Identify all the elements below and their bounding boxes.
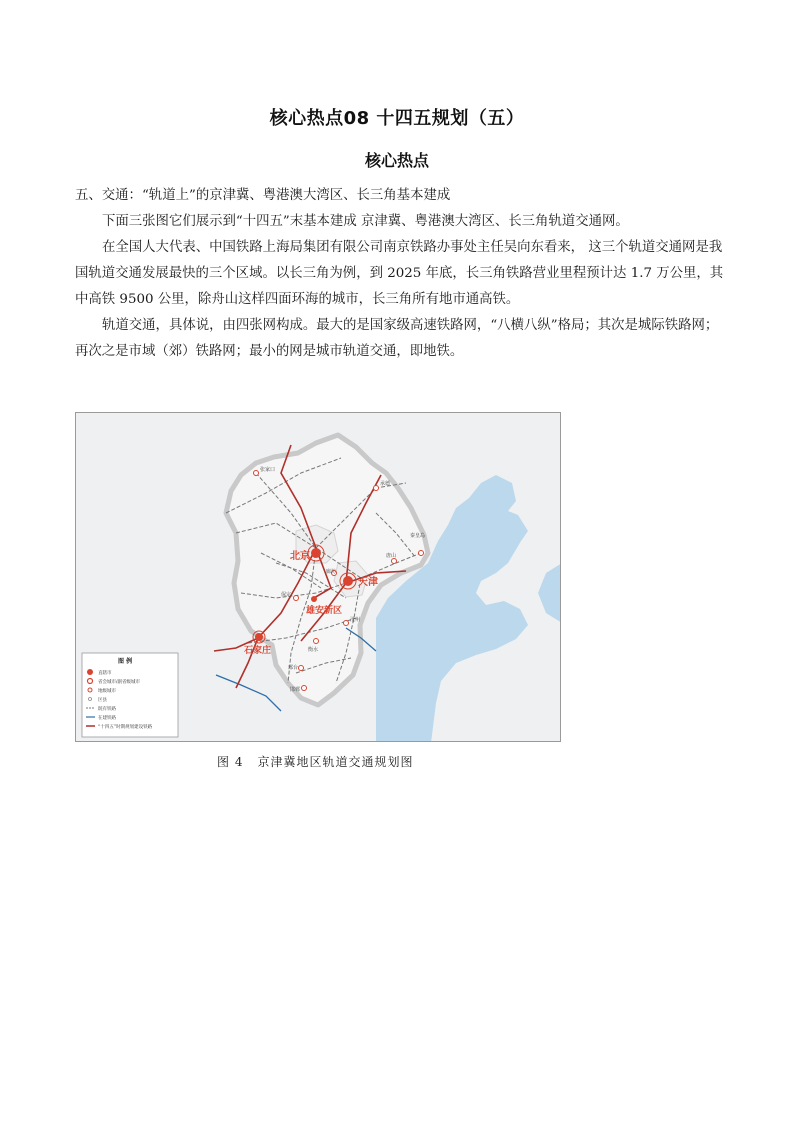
legend-item-existing: 既有铁路: [98, 707, 116, 712]
figure-number: 图 4: [217, 755, 244, 769]
page-title: 核心热点08 十四五规划（五）: [269, 108, 525, 129]
label-shijiazhuang: 石家庄: [244, 646, 272, 656]
xiongan-marker: [311, 596, 317, 602]
label-langfang: 廊坊: [326, 569, 337, 575]
beijing-marker: [311, 548, 321, 558]
label-xingtai: 邢台: [288, 665, 299, 671]
rail-map: [76, 413, 561, 742]
figure-caption-text: 京津冀地区轨道交通规划图: [257, 755, 414, 769]
label-zhangjiakou: 张家口: [260, 467, 276, 473]
label-tangshan: 唐山: [386, 553, 397, 559]
legend-item-municipality: 直辖市: [98, 671, 112, 676]
paragraph-2: 在全国人大代表、中国铁路上海局集团有限公司南京铁路办事处主任吴向东看来， 这三个轨道交通网是我国轨道交通发展最快的三个区域。以长三角为例，到 2025 年底，长三角铁路营业里程预计达 1.7 万公里，其中高铁 9500 公里，除舟山这样四面环海的城市，长三角所有地市通高铁。: [75, 240, 724, 307]
label-cangzhou: 沧州: [350, 617, 361, 623]
page-subtitle: 核心热点: [364, 151, 429, 170]
body-text: [75, 183, 725, 365]
map-legend: [82, 653, 178, 737]
label-beijing: 北京: [290, 551, 310, 562]
label-xiongan: 雄安新区: [306, 606, 343, 616]
label-chengde: 承德: [380, 481, 391, 487]
sea-area-east: [538, 563, 561, 623]
legend-item-planned: “十四五”时期规划建设铁路: [98, 725, 153, 730]
tianjin-marker: [343, 576, 353, 586]
legend-item-capital: 省会城市/副省级城市: [98, 680, 141, 685]
shijiazhuang-marker: [255, 633, 263, 641]
rail-map-figure: [75, 412, 561, 742]
legend-title: 图 例: [118, 658, 133, 665]
figure-caption: [217, 753, 413, 770]
label-baoding: 保定: [281, 592, 292, 598]
legend-item-prefecture: 地级城市: [98, 689, 116, 694]
label-tianjin: 天津: [358, 577, 378, 588]
legend-item-building: 在建铁路: [98, 716, 116, 721]
paragraph-1: 下面三张图它们展示到“十四五”末基本建成 京津冀、粤港澳大湾区、长三角轨道交通网。: [102, 214, 629, 229]
legend-item-county: 区县: [98, 698, 107, 703]
section-heading: 五、交通：“轨道上”的京津冀、粤港澳大湾区、长三角基本建成: [75, 188, 451, 203]
label-handan: 邯郸: [290, 687, 301, 693]
label-qinhuangdao: 秦皇岛: [410, 533, 426, 539]
paragraph-3: 轨道交通，具体说，由四张网构成。最大的是国家级高速铁路网，“八横八纵”格局；其次是城际铁路网；再次之是市域（郊）铁路网；最小的网是城市轨道交通，即地铁。: [75, 318, 719, 359]
label-hengshui: 衡水: [308, 647, 319, 653]
